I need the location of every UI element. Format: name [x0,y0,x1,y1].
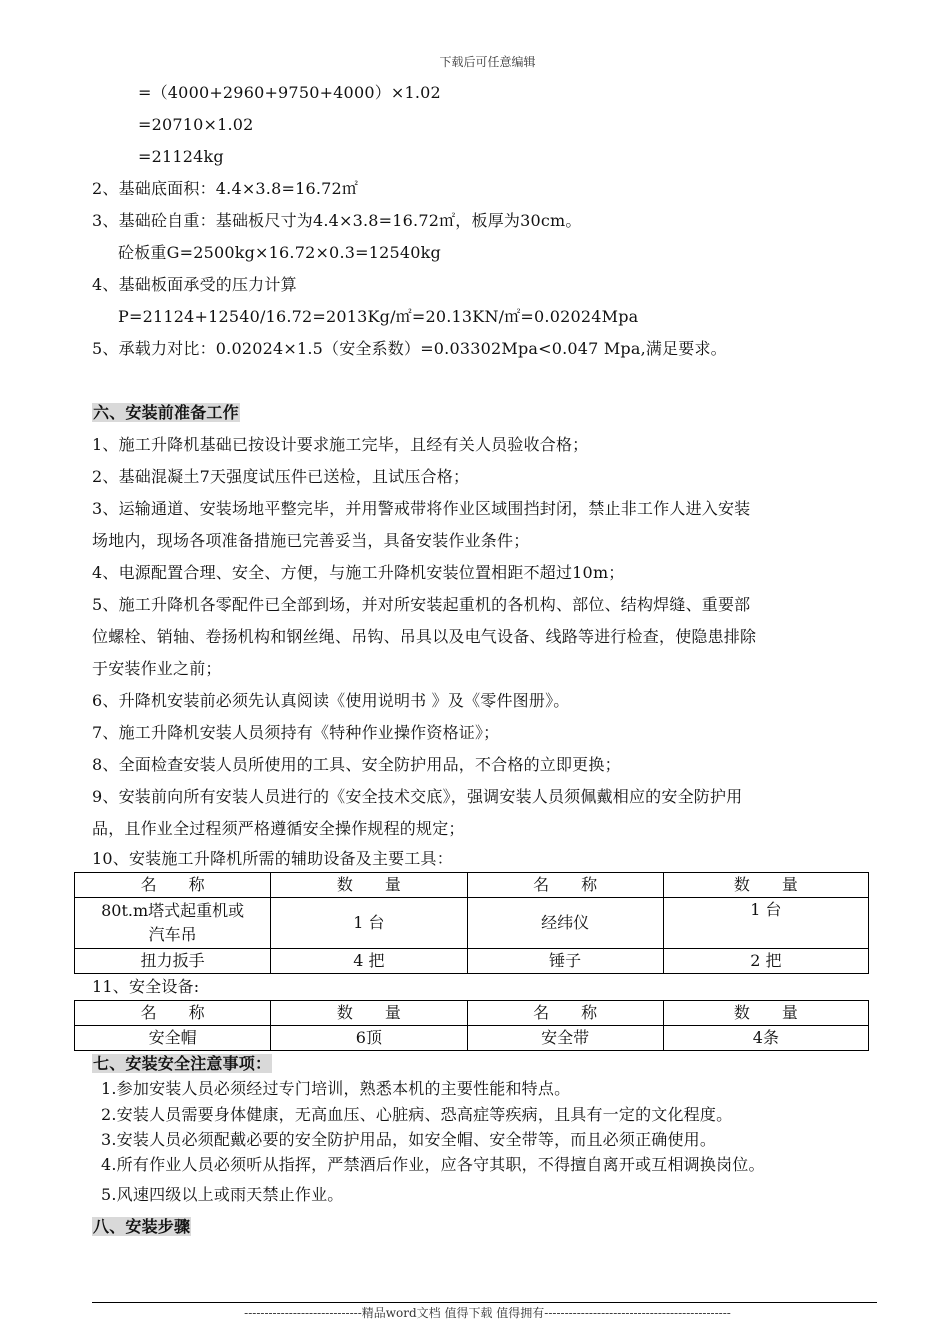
prep-item-7: 7、施工升降机安装人员须持有《特种作业操作资格证》； [92,723,500,742]
prep-item-3-line-1: 3、运输通道、安装场地平整完毕，并用警戒带将作业区域围挡封闭，禁止非工作人进入安装 [92,499,751,518]
table-row [75,1026,869,1051]
prep-item-9-line-1: 9、安装前向所有安装人员进行的《安全技术交底》，强调安装人员须佩戴相应的安全防护用 [92,787,743,806]
prep-item-5-line-1: 5、施工升降机各零配件已全部到场，并对所安装起重机的各机构、部位、结构焊缝、重要部 [92,595,751,614]
prep-item-6: 6、升降机安装前必须先认真阅读《使用说明书 》及《零件图册》。 [92,691,570,710]
calc-item-3-detail: 砼板重G=2500kg×16.72×0.3=12540kg [118,243,441,262]
table-header-cell: 数 量 [271,1001,467,1026]
table-cell: 扭力扳手 [75,949,271,974]
calc-item-5: 5、承载力对比：0.02024×1.5（安全系数）=0.03302Mpa<0.047 Mpa,满足要求。 [92,339,727,358]
prep-item-4: 4、电源配置合理、安全、方便，与施工升降机安装位置相距不超过10m； [92,563,625,582]
table-cell: 1 台 [663,898,868,949]
section-8-title [92,1216,191,1238]
table-cell: 4条 [663,1026,868,1051]
footer-rule [92,1302,877,1303]
prep-item-1: 1、施工升降机基础已按设计要求施工完毕，且经有关人员验收合格； [92,435,589,454]
safety-note-3: 3.安装人员必须配戴必要的安全防护用品，如安全帽、安全带等，而且必须正确使用。 [101,1130,717,1149]
table-cell: 安全带 [467,1026,663,1051]
table-cell: 1 台 [271,898,467,949]
page-header: 下载后可任意编辑 [439,55,536,69]
section-7-heading: 七、安装安全注意事项： [93,1054,272,1073]
table-cell: 2 把 [663,949,868,974]
table-header-cell: 数 量 [271,873,467,898]
section-8-heading: 八、安装步骤 [93,1217,191,1236]
table-row [75,949,869,974]
table-row [75,898,869,949]
table-cell: 安全帽 [75,1026,271,1051]
safety-note-1: 1.参加安装人员必须经过专门培训，熟悉本机的主要性能和特点。 [101,1079,571,1098]
table-cell: 6顶 [271,1026,467,1051]
prep-item-11: 11、安全设备: [92,977,200,996]
prep-item-9-line-2: 品，且作业全过程须严格遵循安全操作规程的规定； [92,819,465,838]
table-cell: 经纬仪 [467,898,663,949]
safety-note-2: 2.安装人员需要身体健康，无高血压、心脏病、恐高症等疾病，且具有一定的文化程度。 [101,1105,733,1124]
calc-line-1: =（4000+2960+9750+4000）×1.02 [138,83,441,102]
calc-line-3: =21124kg [138,147,224,166]
calc-item-4: 4、基础板面承受的压力计算 [92,275,297,294]
calc-item-3: 3、基础砼自重：基础板尺寸为4.4×3.8=16.72㎡，板厚为30cm。 [92,211,582,230]
table-cell: 80t.m塔式起重机或 汽车吊 [75,898,271,949]
calc-line-2: =20710×1.02 [138,115,254,134]
safety-note-5: 5.风速四级以上或雨天禁止作业。 [101,1185,344,1204]
tools-table [74,872,869,974]
table-header-row [75,1001,869,1026]
table-header-cell: 名 称 [75,873,271,898]
prep-item-8: 8、全面检查安装人员所使用的工具、安全防护用品，不合格的立即更换； [92,755,621,774]
table-header-cell: 名 称 [467,873,663,898]
section-6-title [92,402,240,424]
table-cell: 锤子 [467,949,663,974]
table-header-cell: 名 称 [75,1001,271,1026]
table-header-row [75,873,869,898]
prep-item-5-line-2: 位螺栓、销轴、卷扬机构和钢丝绳、吊钩、吊具以及电气设备、线路等进行检查，使隐患排除 [92,627,757,646]
section-6-heading: 六、安装前准备工作 [93,403,239,422]
table-cell: 4 把 [271,949,467,974]
prep-item-3-line-2: 场地内，现场各项准备措施已完善妥当，具备安装作业条件； [92,531,530,550]
prep-item-10: 10、安装施工升降机所需的辅助设备及主要工具： [92,849,453,868]
table-header-cell: 名 称 [467,1001,663,1026]
page-footer: -----------------------------精品word文档 值得下载 值得拥有---------------------------------------------- [244,1306,731,1320]
safety-equipment-table [74,1000,869,1051]
calc-item-4-detail: P=21124+12540/16.72=2013Kg/㎡=20.13KN/㎡=0.02024Mpa [118,307,639,326]
prep-item-5-line-3: 于安装作业之前； [92,659,222,678]
table-header-cell: 数 量 [663,873,868,898]
prep-item-2: 2、基础混凝土7天强度试压件已送检，且试压合格； [92,467,470,486]
safety-note-4: 4.所有作业人员必须听从指挥，严禁酒后作业，应各守其职，不得擅自离开或互相调换岗位。 [101,1155,765,1174]
table-header-cell: 数 量 [663,1001,868,1026]
section-7-title [92,1053,272,1075]
calc-item-2: 2、基础底面积：4.4×3.8=16.72㎡ [92,179,359,198]
